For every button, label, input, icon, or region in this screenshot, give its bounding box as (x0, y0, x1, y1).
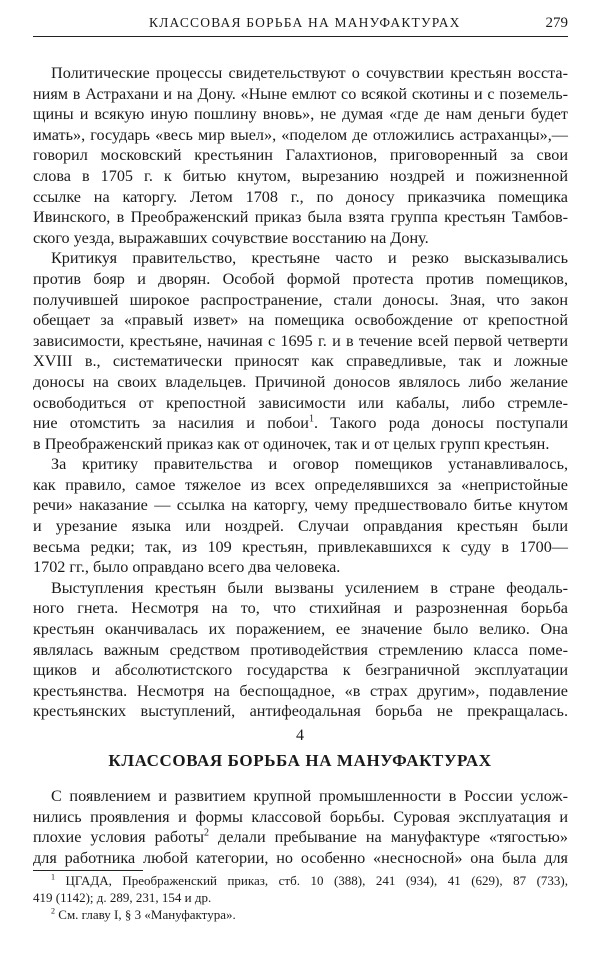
footnote-line (33, 872, 568, 889)
text-line: ского уезда, выражавших сочувствие восстанию на Дону. (33, 228, 429, 247)
text-line: речи» наказание — ссылка на каторгу, чему предшествовало битье кнутом (33, 496, 568, 515)
footnote-line (33, 906, 568, 923)
text-line: для работника любой категории, но особенно «несносной» она была для (33, 848, 568, 867)
text-line: против бояр и дворян. Особой формой протеста против помещиков, (33, 269, 568, 288)
text-line: нились проявления и формы классовой борьбы. Суровая эксплуатация и (33, 807, 568, 826)
text-line: крестьянства. Несмотря на беспощадное, «в страх другим», подавление (33, 681, 568, 700)
page-number: 279 (545, 15, 568, 31)
footnote-mark: 2 (51, 906, 56, 916)
main-text (33, 63, 568, 722)
running-head (33, 14, 568, 37)
section-title: КЛАССОВАЯ БОРЬБА НА МАНУФАКТУРАХ (108, 751, 492, 770)
text-line: С появлением и развитием крупной промышленности в России услож- (51, 787, 568, 805)
text-line: За критику правительства и оговор помещиков устанавливалось, (51, 455, 568, 474)
text-line: освободиться от крепостной зависимости или кабалы, либо стремле- (33, 393, 568, 412)
text-segment: плохие условия работы (33, 828, 204, 847)
text-line: ного гнета. Несмотря на то, что стихийная и разрозненная борьба (33, 599, 568, 618)
footnote-ref: 1 (308, 413, 314, 425)
footnote-ref: 2 (204, 827, 210, 839)
text-segment: . Такого рода доносы поступали (313, 414, 569, 433)
text-line: 1702 гг., было оправдано всего два человека. (33, 558, 341, 577)
section-number: 4 (296, 727, 304, 744)
text-line-with-footnote (33, 413, 568, 434)
text-line: щины и всякую иную пошлину вновь», не думая «где де нам деньги будет (33, 105, 568, 124)
text-line-with-footnote (33, 827, 568, 848)
text-line: Политические процессы свидетельствуют о сочувствии крестьян восста- (51, 64, 568, 82)
text-line: обещает за «правый извет» на помещика освобождение от крепостной (33, 311, 568, 330)
paragraph (33, 248, 568, 454)
text-line: имать», государь «весь мир выел», «поделом де отложились астраханцы»,— (33, 125, 568, 144)
text-line: получившей широкое распространение, стали доносы. Зная, что закон (33, 290, 568, 309)
text-line: говорил московский крестьянин Галахтионов, приговоренный за свои (33, 146, 568, 165)
text-line: ниям в Астрахани и на Дону. «Ныне емлют со всякой скотины и с поземель- (33, 84, 568, 103)
text-line: XVIII в., систематически приносят как справедливые, так и ложные (33, 352, 568, 371)
footnote-text: ЦГАДА, Преображенский приказ, стб. 10 (388), 241 (934), 41 (629), 87 (733), (65, 873, 569, 888)
footnote-line: 419 (1142); д. 289, 231, 154 и др. (33, 890, 212, 905)
text-line: и урезание языка или ноздрей. Случаи оправдания крестьян были (33, 517, 568, 536)
text-line: весьма редки; так, из 109 крестьян, привлекавшихся к суду в 1700— (33, 537, 568, 556)
text-line: как правило, самое тяжелое из всех определявшихся за «непристойные (33, 475, 568, 494)
paragraph (33, 63, 568, 248)
text-line: Критикуя правительство, крестьяне часто и резко высказывались (51, 249, 568, 268)
text-segment: делали пребывание на мануфактуре «тягостью» (209, 828, 568, 847)
text-line: слова в 1705 г. к битью кнутом, вырезанию ноздрей и пожизненной (33, 166, 568, 185)
footnote-text: См. главу I, § 3 «Мануфактура». (58, 907, 236, 922)
text-line: доносы на своих владельцев. Причиной доносов являлось либо желание (33, 372, 568, 391)
paragraph (33, 578, 568, 722)
text-line: щиков и абсолютистского государства к безграничной эксплуатации (33, 661, 568, 680)
footnote-divider (33, 870, 143, 871)
text-line: зависимости, крестьяне, начиная с 1695 г. и в течение всей первой четверти (33, 331, 568, 350)
text-line: в Преображенский приказ как от одиночек, так и от целых групп крестьян. (33, 434, 550, 453)
text-line: ссылке на каторгу. Летом 1708 г., по доносу приказчика помещика (33, 187, 568, 206)
text-segment: ние отомстить за насилия и побои (33, 414, 309, 433)
running-head-title: КЛАССОВАЯ БОРЬБА НА МАНУФАКТУРАХ (149, 15, 461, 30)
text-line: Выступления крестьян были вызваны усилением в стране феодаль- (51, 578, 568, 597)
footnote-mark: 1 (51, 872, 56, 882)
footnotes (33, 872, 568, 923)
paragraph (33, 454, 568, 578)
text-line: являлась важным средством противодействия стремлению класса поме- (33, 640, 568, 659)
text-line: крестьянских выступлений, антифеодальная борьба не прекращалась. (33, 702, 568, 721)
text-line: крестьян оканчивалась их поражением, ее значение было велико. Она (33, 620, 568, 639)
section-text (33, 786, 568, 868)
text-line: Ивинского, в Преображенский приказ была взята группа крестьян Тамбов- (33, 208, 568, 227)
